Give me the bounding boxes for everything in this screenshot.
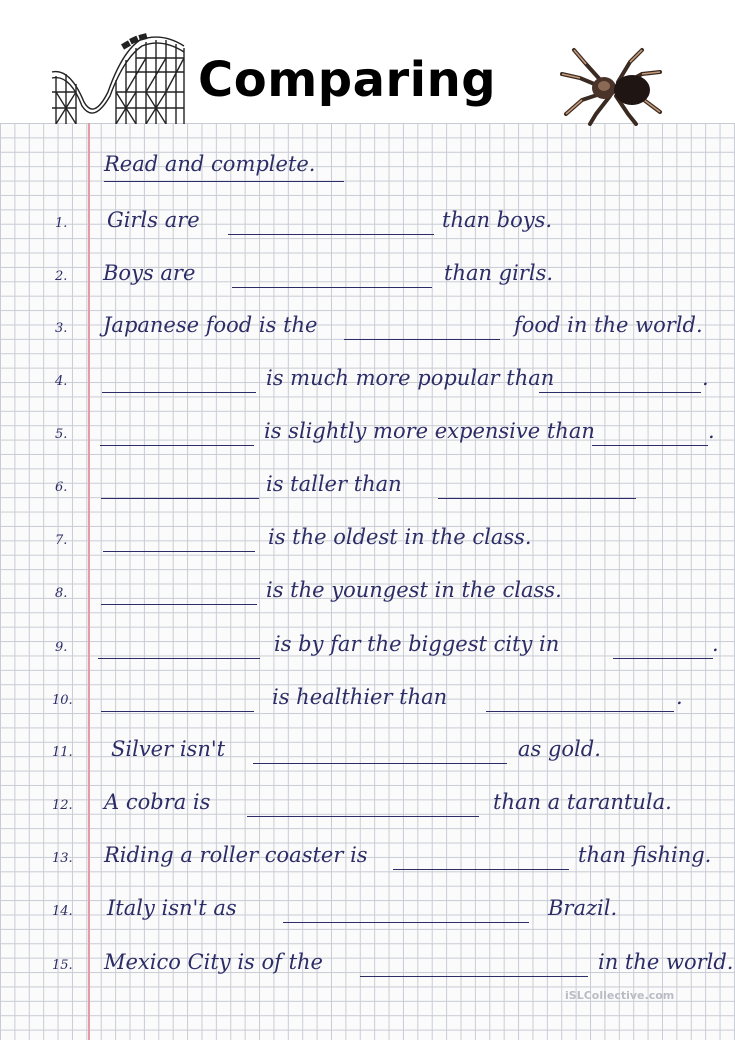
answer-blank[interactable] bbox=[101, 711, 254, 712]
item-text: Girls are bbox=[107, 208, 200, 232]
item-text: . bbox=[712, 632, 719, 656]
answer-blank[interactable] bbox=[360, 976, 588, 977]
item-text: Silver isn't bbox=[111, 737, 226, 761]
item-text: Boys are bbox=[103, 261, 196, 285]
answer-blank[interactable] bbox=[592, 445, 708, 446]
item-number: 10. bbox=[52, 693, 73, 708]
item-number: 13. bbox=[52, 851, 73, 866]
item-number: 12. bbox=[52, 798, 73, 813]
item-text: A cobra is bbox=[104, 790, 211, 814]
item-text: . bbox=[708, 419, 715, 443]
item-text: Japanese food is the bbox=[103, 313, 318, 337]
answer-blank[interactable] bbox=[613, 658, 713, 659]
item-number: 6. bbox=[55, 480, 68, 495]
instruction-underline bbox=[104, 181, 344, 182]
item-text: in the world. bbox=[598, 950, 734, 974]
item-number: 14. bbox=[52, 904, 73, 919]
answer-blank[interactable] bbox=[539, 392, 701, 393]
roller-coaster-icon bbox=[50, 32, 190, 124]
item-text: than girls. bbox=[444, 261, 554, 285]
item-text: Brazil. bbox=[548, 896, 618, 920]
margin-line bbox=[88, 123, 90, 1040]
item-number: 11. bbox=[52, 745, 73, 760]
answer-blank[interactable] bbox=[253, 763, 507, 764]
answer-blank[interactable] bbox=[101, 604, 257, 605]
answer-blank[interactable] bbox=[103, 551, 255, 552]
item-text: . bbox=[702, 366, 709, 390]
page-title: Comparing bbox=[198, 52, 497, 108]
item-text: . bbox=[676, 685, 683, 709]
item-text: is slightly more expensive than bbox=[264, 419, 595, 443]
item-number: 8. bbox=[55, 586, 68, 601]
item-text: is healthier than bbox=[272, 685, 448, 709]
answer-blank[interactable] bbox=[100, 445, 254, 446]
item-text: Mexico City is of the bbox=[104, 950, 323, 974]
item-number: 3. bbox=[55, 321, 68, 336]
item-text: is by far the biggest city in bbox=[274, 632, 560, 656]
item-text: than boys. bbox=[442, 208, 553, 232]
watermark: iSLCollective.com bbox=[565, 989, 675, 1002]
item-number: 15. bbox=[52, 958, 73, 973]
item-number: 7. bbox=[55, 533, 68, 548]
item-number: 2. bbox=[55, 269, 68, 284]
item-text: than a tarantula. bbox=[493, 790, 672, 814]
item-text: food in the world. bbox=[514, 313, 703, 337]
answer-blank[interactable] bbox=[232, 287, 432, 288]
instruction: Read and complete. bbox=[104, 152, 316, 176]
item-text: as gold. bbox=[518, 737, 601, 761]
item-text: is much more popular than bbox=[266, 366, 555, 390]
item-text: than fishing. bbox=[578, 843, 712, 867]
answer-blank[interactable] bbox=[344, 339, 500, 340]
answer-blank[interactable] bbox=[438, 498, 636, 499]
item-number: 9. bbox=[55, 640, 68, 655]
tarantula-icon bbox=[556, 44, 666, 126]
answer-blank[interactable] bbox=[486, 711, 674, 712]
answer-blank[interactable] bbox=[102, 392, 256, 393]
item-text: is the oldest in the class. bbox=[268, 525, 532, 549]
item-number: 4. bbox=[55, 374, 68, 389]
answer-blank[interactable] bbox=[228, 234, 434, 235]
item-number: 1. bbox=[55, 216, 68, 231]
item-text: Riding a roller coaster is bbox=[104, 843, 368, 867]
answer-blank[interactable] bbox=[247, 816, 479, 817]
item-text: is taller than bbox=[266, 472, 402, 496]
answer-blank[interactable] bbox=[98, 658, 260, 659]
item-number: 5. bbox=[55, 427, 68, 442]
item-text: is the youngest in the class. bbox=[266, 578, 562, 602]
answer-blank[interactable] bbox=[283, 922, 529, 923]
answer-blank[interactable] bbox=[393, 869, 569, 870]
item-text: Italy isn't as bbox=[107, 896, 237, 920]
answer-blank[interactable] bbox=[101, 498, 259, 499]
